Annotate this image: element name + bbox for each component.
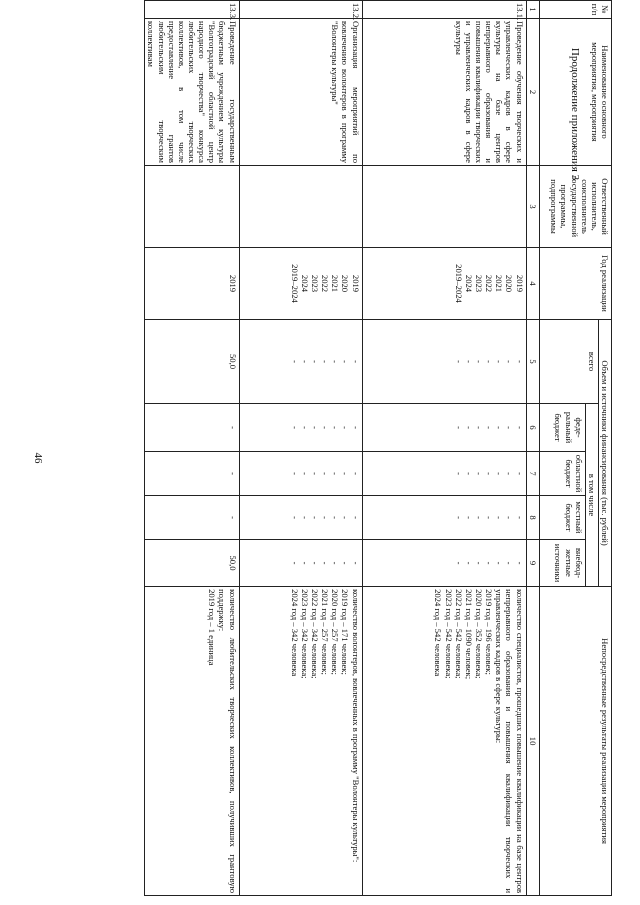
result-text: количество любительских творческих коллективов, получивших грантовую поддержку: 2019 год – 1 единица	[145, 587, 239, 896]
event-name: Проведение государственным бюджетным учреждением культуры "Волгоградский областной центр народного творчества" конкурса любительских творческих коллективов, в том числе предоставление грантов любительским творческим коллективам	[145, 19, 239, 166]
row-number: 13.2.	[239, 1, 362, 19]
local-amount: - - - - - - -	[362, 496, 526, 540]
total-amount: 50,0	[145, 320, 239, 404]
table-row	[145, 1, 239, 896]
regional-amount: - - - - - - -	[239, 452, 362, 496]
header-result: Непосредственные результаты реализации мероприятия	[539, 587, 611, 896]
continuation-label: Продолжение приложения 3	[569, 47, 581, 181]
col-number: 8	[526, 496, 539, 540]
rotated-sheet	[146, 0, 612, 895]
executor	[362, 166, 526, 248]
header-num: № п/п	[539, 1, 611, 19]
header-extra: внебюд-жетные источники	[539, 540, 585, 587]
extra-amount: 50,0	[145, 540, 239, 587]
col-number: 4	[526, 248, 539, 320]
header-funding-group: Объем и источники финансирования (тыс. рублей)	[598, 320, 611, 587]
header-executor: Ответственный исполнитель, соисполнитель государственной программы, подпрограммы	[539, 166, 611, 248]
federal-amount: - - - - - - -	[239, 404, 362, 452]
result-text: количество волонтеров, вовлеченных в программу "Волонтеры культуры": 2019 год – 171 человек; 2020 год – 257 человек; 2021 год – 257 человек; 2022 год – 342 человека; 2023 год – 342 человека; 2024 год – 342 человека	[239, 587, 362, 896]
extra-amount: - - - - - - -	[239, 540, 362, 587]
header-year: Год реализации	[539, 248, 611, 320]
total-amount: - - - - - - -	[362, 320, 526, 404]
regional-amount: - - - - - - -	[362, 452, 526, 496]
federal-amount: - - - - - - -	[362, 404, 526, 452]
extra-amount: - - - - - - -	[362, 540, 526, 587]
years: 2019	[145, 248, 239, 320]
table-row	[239, 1, 362, 896]
col-number: 5	[526, 320, 539, 404]
col-number: 6	[526, 404, 539, 452]
header-name: Наименование основного мероприятия, мероприятия	[539, 19, 611, 166]
col-number: 7	[526, 452, 539, 496]
federal-amount: -	[145, 404, 239, 452]
row-number: 13.3.	[145, 1, 239, 19]
header-including: в том числе	[585, 404, 598, 587]
table-row	[362, 1, 526, 896]
program-table	[144, 0, 612, 896]
local-amount: - - - - - - -	[239, 496, 362, 540]
years: 2019 2020 2021 2022 2023 2024 2019–2024	[239, 248, 362, 320]
executor	[239, 166, 362, 248]
executor	[145, 166, 239, 248]
col-number: 2	[526, 19, 539, 166]
event-name: Организация мероприятий по вовлечению волонтеров в программу "Волонтеры культуры"	[239, 19, 362, 166]
col-number: 3	[526, 166, 539, 248]
col-number: 1	[526, 1, 539, 19]
years: 2019 2020 2021 2022 2023 2024 2019–2024	[362, 248, 526, 320]
event-name: Проведение обучения творческих и управленческих кадров в сфере культуры на базе центров непрерывного образования и повышения квалификации творческих и управленческих кадров в сфере культуры	[362, 19, 526, 166]
regional-amount: -	[145, 452, 239, 496]
col-number: 10	[526, 587, 539, 896]
total-amount: - - - - - - -	[239, 320, 362, 404]
local-amount: -	[145, 496, 239, 540]
header-local: местный бюджет	[539, 496, 585, 540]
page-number: 46	[32, 452, 44, 464]
header-total: всего	[539, 320, 598, 404]
header-regional: областной бюджет	[539, 452, 585, 496]
result-text: количество специалистов, прошедших повышение квалификации на базе центров непрерывного образования и повышения квалификации творческих и управленческих кадров в сфере культуры: 2019 год – 196 человек; 2020 год – 352 человека; 2021 год – 1090 человек; 2022 год – 542 человека; 2023 год – 542 человека; 2024 год – 542 человека	[362, 587, 526, 896]
header-federal: феде-ральный бюджет	[539, 404, 585, 452]
col-number: 9	[526, 540, 539, 587]
row-number: 13.1.	[362, 1, 526, 19]
